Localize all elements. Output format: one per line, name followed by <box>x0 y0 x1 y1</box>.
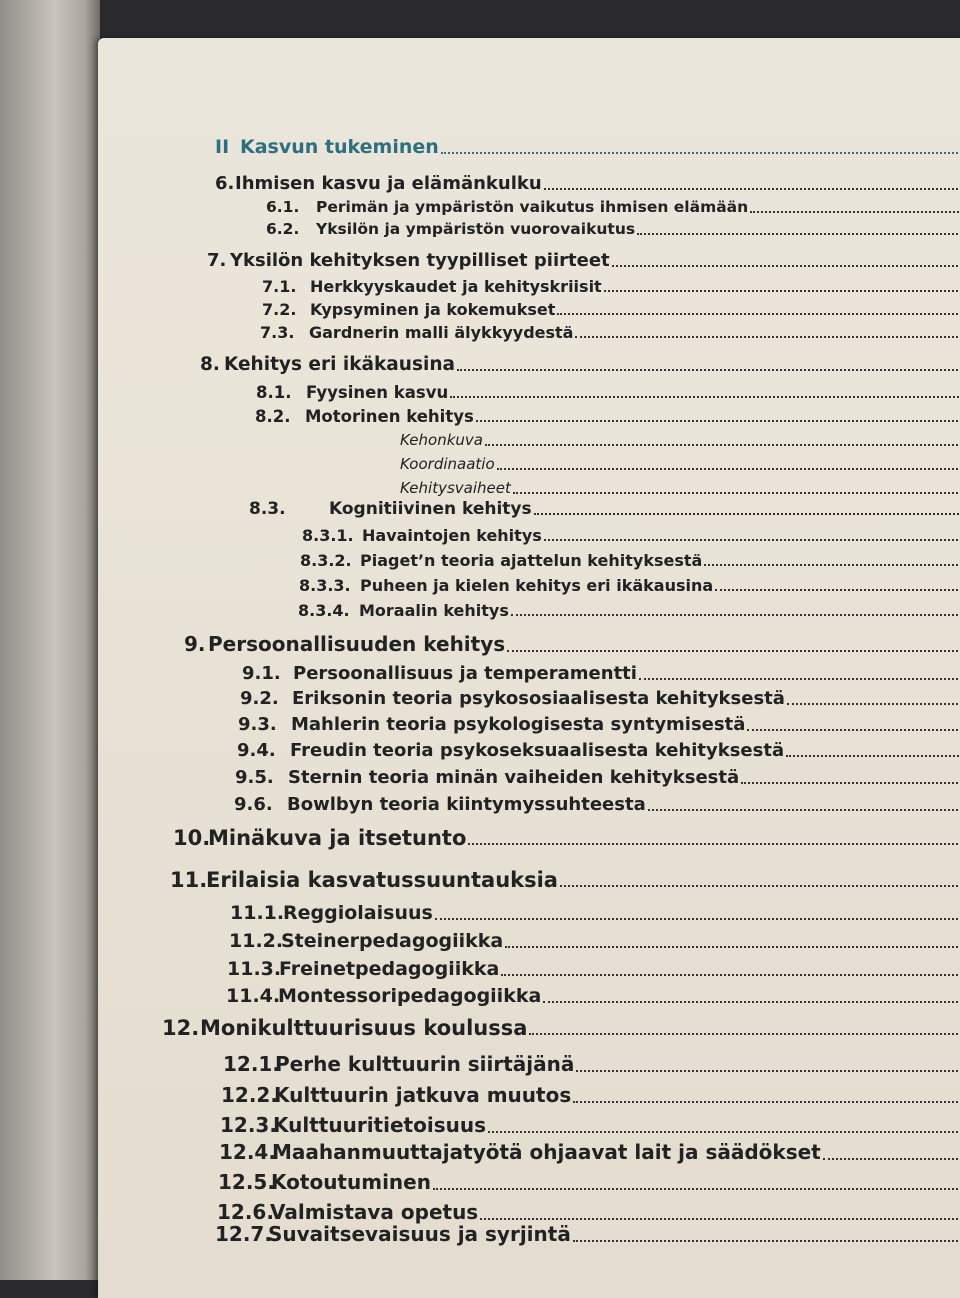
toc-entry <box>266 198 960 216</box>
toc-entry <box>215 1222 960 1246</box>
dot-leader <box>534 513 960 515</box>
toc-entry-number: 12.1. <box>223 1052 280 1076</box>
dot-leader <box>441 152 960 154</box>
dot-leader <box>480 1218 960 1220</box>
toc-entry-number: 12.7. <box>215 1222 272 1246</box>
toc-entry <box>400 479 960 497</box>
toc-entry-number: 12.5. <box>218 1170 275 1194</box>
toc-entry-title: Piaget’n teoria ajattelun kehityksestä <box>360 551 703 570</box>
dot-leader <box>648 809 960 811</box>
toc-entry-number: 11.4. <box>226 985 281 1007</box>
toc-entry-number: 7. <box>207 250 227 271</box>
toc-entry <box>237 740 960 761</box>
toc-entry-number: 10. <box>173 826 211 850</box>
toc-entry-number: 8.3.3. <box>299 576 351 595</box>
toc-entry <box>230 902 960 924</box>
toc-entry <box>260 323 960 342</box>
dot-leader <box>786 755 960 757</box>
toc-entry-title: Montessoripedagogiikka <box>278 985 542 1007</box>
toc-entry-title: Kehitys eri ikäkausina <box>224 354 455 375</box>
toc-entry-number: 8.3. <box>249 499 286 519</box>
toc-entry <box>215 173 960 194</box>
toc-entry-title: Kotoutuminen <box>271 1170 431 1194</box>
toc-entry-title: Suvaitsevaisuus ja syrjintä <box>268 1222 571 1246</box>
toc-entry-title: Valmistava opetus <box>270 1200 479 1224</box>
dot-leader <box>507 650 960 652</box>
toc-entry <box>234 794 960 815</box>
dot-leader <box>529 1033 960 1035</box>
toc-entry <box>219 1140 960 1164</box>
toc-entry-title: Steinerpedagogiikka <box>281 930 504 952</box>
toc-entry <box>266 220 960 238</box>
dot-leader <box>497 468 960 470</box>
toc-entry-title: Ihmisen kasvu ja elämänkulku <box>235 173 542 194</box>
dot-leader <box>457 369 960 371</box>
toc-entry-title: Motorinen kehitys <box>305 407 474 426</box>
toc-entry-title: Freudin teoria psykoseksuaalisesta kehityksestä <box>290 740 785 761</box>
dot-leader <box>741 782 960 784</box>
toc-entry <box>220 1113 960 1137</box>
dot-leader <box>575 336 960 338</box>
toc-entry-number: 12.6. <box>217 1200 274 1224</box>
toc-entry-number: 9. <box>184 632 206 656</box>
dot-leader <box>488 1131 960 1133</box>
toc-entry-title: Moraalin kehitys <box>359 601 509 620</box>
toc-entry-number: 11.3. <box>227 958 282 980</box>
toc-entry-title: Havaintojen kehitys <box>362 526 542 545</box>
dot-leader <box>704 564 960 566</box>
toc-entry-number: 11. <box>170 868 208 892</box>
toc-entry-number: 9.2. <box>240 688 279 709</box>
toc-entry <box>173 826 960 850</box>
toc-entry-title: Koordinaatio <box>400 455 495 473</box>
toc-entry-title: Herkkyyskaudet ja kehityskriisit <box>310 277 602 296</box>
dot-leader <box>485 444 960 446</box>
toc-entry-number: 6.1. <box>266 198 300 216</box>
dot-leader <box>511 614 960 616</box>
dot-leader <box>543 1001 960 1003</box>
dot-leader <box>576 1070 960 1072</box>
toc-entry-title: Persoonallisuus ja temperamentti <box>293 663 637 684</box>
toc-entry-number: 12.3. <box>220 1113 277 1137</box>
toc-entry <box>262 300 960 319</box>
toc-entry-number: 11.1. <box>230 902 285 924</box>
toc-entry-title: Reggiolaisuus <box>283 902 433 924</box>
toc-entry <box>299 576 960 595</box>
toc-entry-title: Perhe kulttuurin siirtäjänä <box>275 1052 575 1076</box>
toc-entry-title: Sternin teoria minän vaiheiden kehityksestä <box>288 767 740 788</box>
toc-entry-number: 8.3.2. <box>300 551 352 570</box>
toc-entry <box>170 868 960 892</box>
dot-leader <box>637 233 960 235</box>
toc-entry <box>235 767 960 788</box>
dot-leader <box>544 539 960 541</box>
toc-entry <box>302 526 960 545</box>
dot-leader <box>573 1240 960 1242</box>
toc-entry <box>207 250 960 271</box>
toc-entry-title: Kehonkuva <box>400 431 483 449</box>
toc-entry <box>218 1170 960 1194</box>
toc-entry <box>238 714 960 735</box>
toc-entry-title: Kypsyminen ja kokemukset <box>310 300 556 319</box>
dot-leader <box>513 492 960 494</box>
dot-leader <box>573 1101 960 1103</box>
toc-entry <box>255 407 960 426</box>
dot-leader <box>468 843 960 845</box>
toc-entry-title: Yksilön kehityksen tyypilliset piirteet <box>230 250 610 271</box>
toc-entry-title: Mahlerin teoria psykologisesta syntymisestä <box>291 714 746 735</box>
toc-entry-number: 11.2. <box>229 930 284 952</box>
toc-entry <box>400 431 960 449</box>
toc-entry-title: Freinetpedagogiikka <box>279 958 500 980</box>
toc-entry <box>256 383 960 402</box>
toc-entry-number: 9.5. <box>235 767 274 788</box>
toc-entry-number: 8. <box>200 354 220 375</box>
toc-entry-title: Kulttuurin jatkuva muutos <box>274 1083 572 1107</box>
toc-entry <box>162 1016 960 1040</box>
left-page-edge <box>0 0 100 1280</box>
toc-entry <box>262 277 960 296</box>
toc-entry-title: Maahanmuuttajatyötä ohjaavat lait ja säädökset <box>272 1140 821 1164</box>
dot-leader <box>715 589 960 591</box>
dot-leader <box>435 918 960 920</box>
toc-entry-title: Kehitysvaiheet <box>400 479 511 497</box>
toc-entry-number: 7.2. <box>262 300 297 319</box>
toc-entry <box>242 663 960 684</box>
toc-entry-title: Erilaisia kasvatussuuntauksia <box>206 868 558 892</box>
toc-entry <box>221 1083 960 1107</box>
toc-entry-number: 12. <box>162 1016 200 1040</box>
dot-leader <box>604 290 960 292</box>
toc-entry-number: 8.1. <box>256 383 292 402</box>
toc-entry-title: Eriksonin teoria psykososiaalisesta kehityksestä <box>292 688 785 709</box>
dot-leader <box>560 885 960 887</box>
toc-entry-number: 9.6. <box>234 794 273 815</box>
toc-entry-title: Puheen ja kielen kehitys eri ikäkausina <box>360 576 714 595</box>
toc-entry <box>240 688 960 709</box>
dot-leader <box>750 211 960 213</box>
dot-leader <box>557 313 960 315</box>
toc-entry-number: 9.3. <box>238 714 277 735</box>
dot-leader <box>612 265 960 267</box>
toc-entry <box>400 455 960 473</box>
toc-entry <box>249 499 960 519</box>
toc-entry <box>229 930 960 952</box>
dot-leader <box>476 420 960 422</box>
toc-entry-number: 8.2. <box>255 407 291 426</box>
toc-entry <box>226 985 960 1007</box>
toc-entry-title: Bowlbyn teoria kiintymyssuhteesta <box>287 794 646 815</box>
dot-leader <box>501 974 960 976</box>
toc-entry-title: Kasvun tukeminen <box>240 136 439 158</box>
toc-entry <box>298 601 960 620</box>
dot-leader <box>823 1158 960 1160</box>
toc-entry-number: II <box>215 136 230 158</box>
toc-entry-number: 9.1. <box>242 663 281 684</box>
toc-entry-title: Kulttuuritietoisuus <box>273 1113 486 1137</box>
toc-entry-number: 8.3.4. <box>298 601 350 620</box>
toc-entry <box>200 354 960 375</box>
dot-leader <box>450 396 960 398</box>
toc-entry-number: 6.2. <box>266 220 300 238</box>
toc-entry-title: Persoonallisuuden kehitys <box>208 632 506 656</box>
dot-leader <box>747 729 960 731</box>
toc-entry-number: 12.2. <box>221 1083 278 1107</box>
toc-entry-number: 12.4. <box>219 1140 276 1164</box>
dot-leader <box>639 678 960 680</box>
toc-entry <box>223 1052 960 1076</box>
toc-entry <box>215 136 960 158</box>
dot-leader <box>787 703 960 705</box>
toc-entry-title: Fyysinen kasvu <box>306 383 449 402</box>
toc-entry <box>184 632 960 656</box>
toc-entry <box>217 1200 960 1224</box>
toc-entry-title: Kognitiivinen kehitys <box>329 499 532 519</box>
toc-entry-title: Perimän ja ympäristön vaikutus ihmisen elämään <box>316 198 749 216</box>
toc-entry-number: 7.1. <box>262 277 297 296</box>
dot-leader <box>505 946 960 948</box>
toc-entry-number: 6. <box>215 173 235 194</box>
toc-entry-title: Monikulttuurisuus koulussa <box>200 1016 528 1040</box>
toc-entry <box>227 958 960 980</box>
toc-entry-title: Yksilön ja ympäristön vuorovaikutus <box>316 220 636 238</box>
dot-leader <box>433 1188 960 1190</box>
toc-entry-title: Minäkuva ja itsetunto <box>208 826 467 850</box>
toc-entry-title: Gardnerin malli älykkyydestä <box>309 323 574 342</box>
toc-entry-number: 8.3.1. <box>302 526 354 545</box>
dot-leader <box>544 188 960 190</box>
toc-entry-number: 7.3. <box>260 323 295 342</box>
toc-entry-number: 9.4. <box>237 740 276 761</box>
toc-entry <box>300 551 960 570</box>
